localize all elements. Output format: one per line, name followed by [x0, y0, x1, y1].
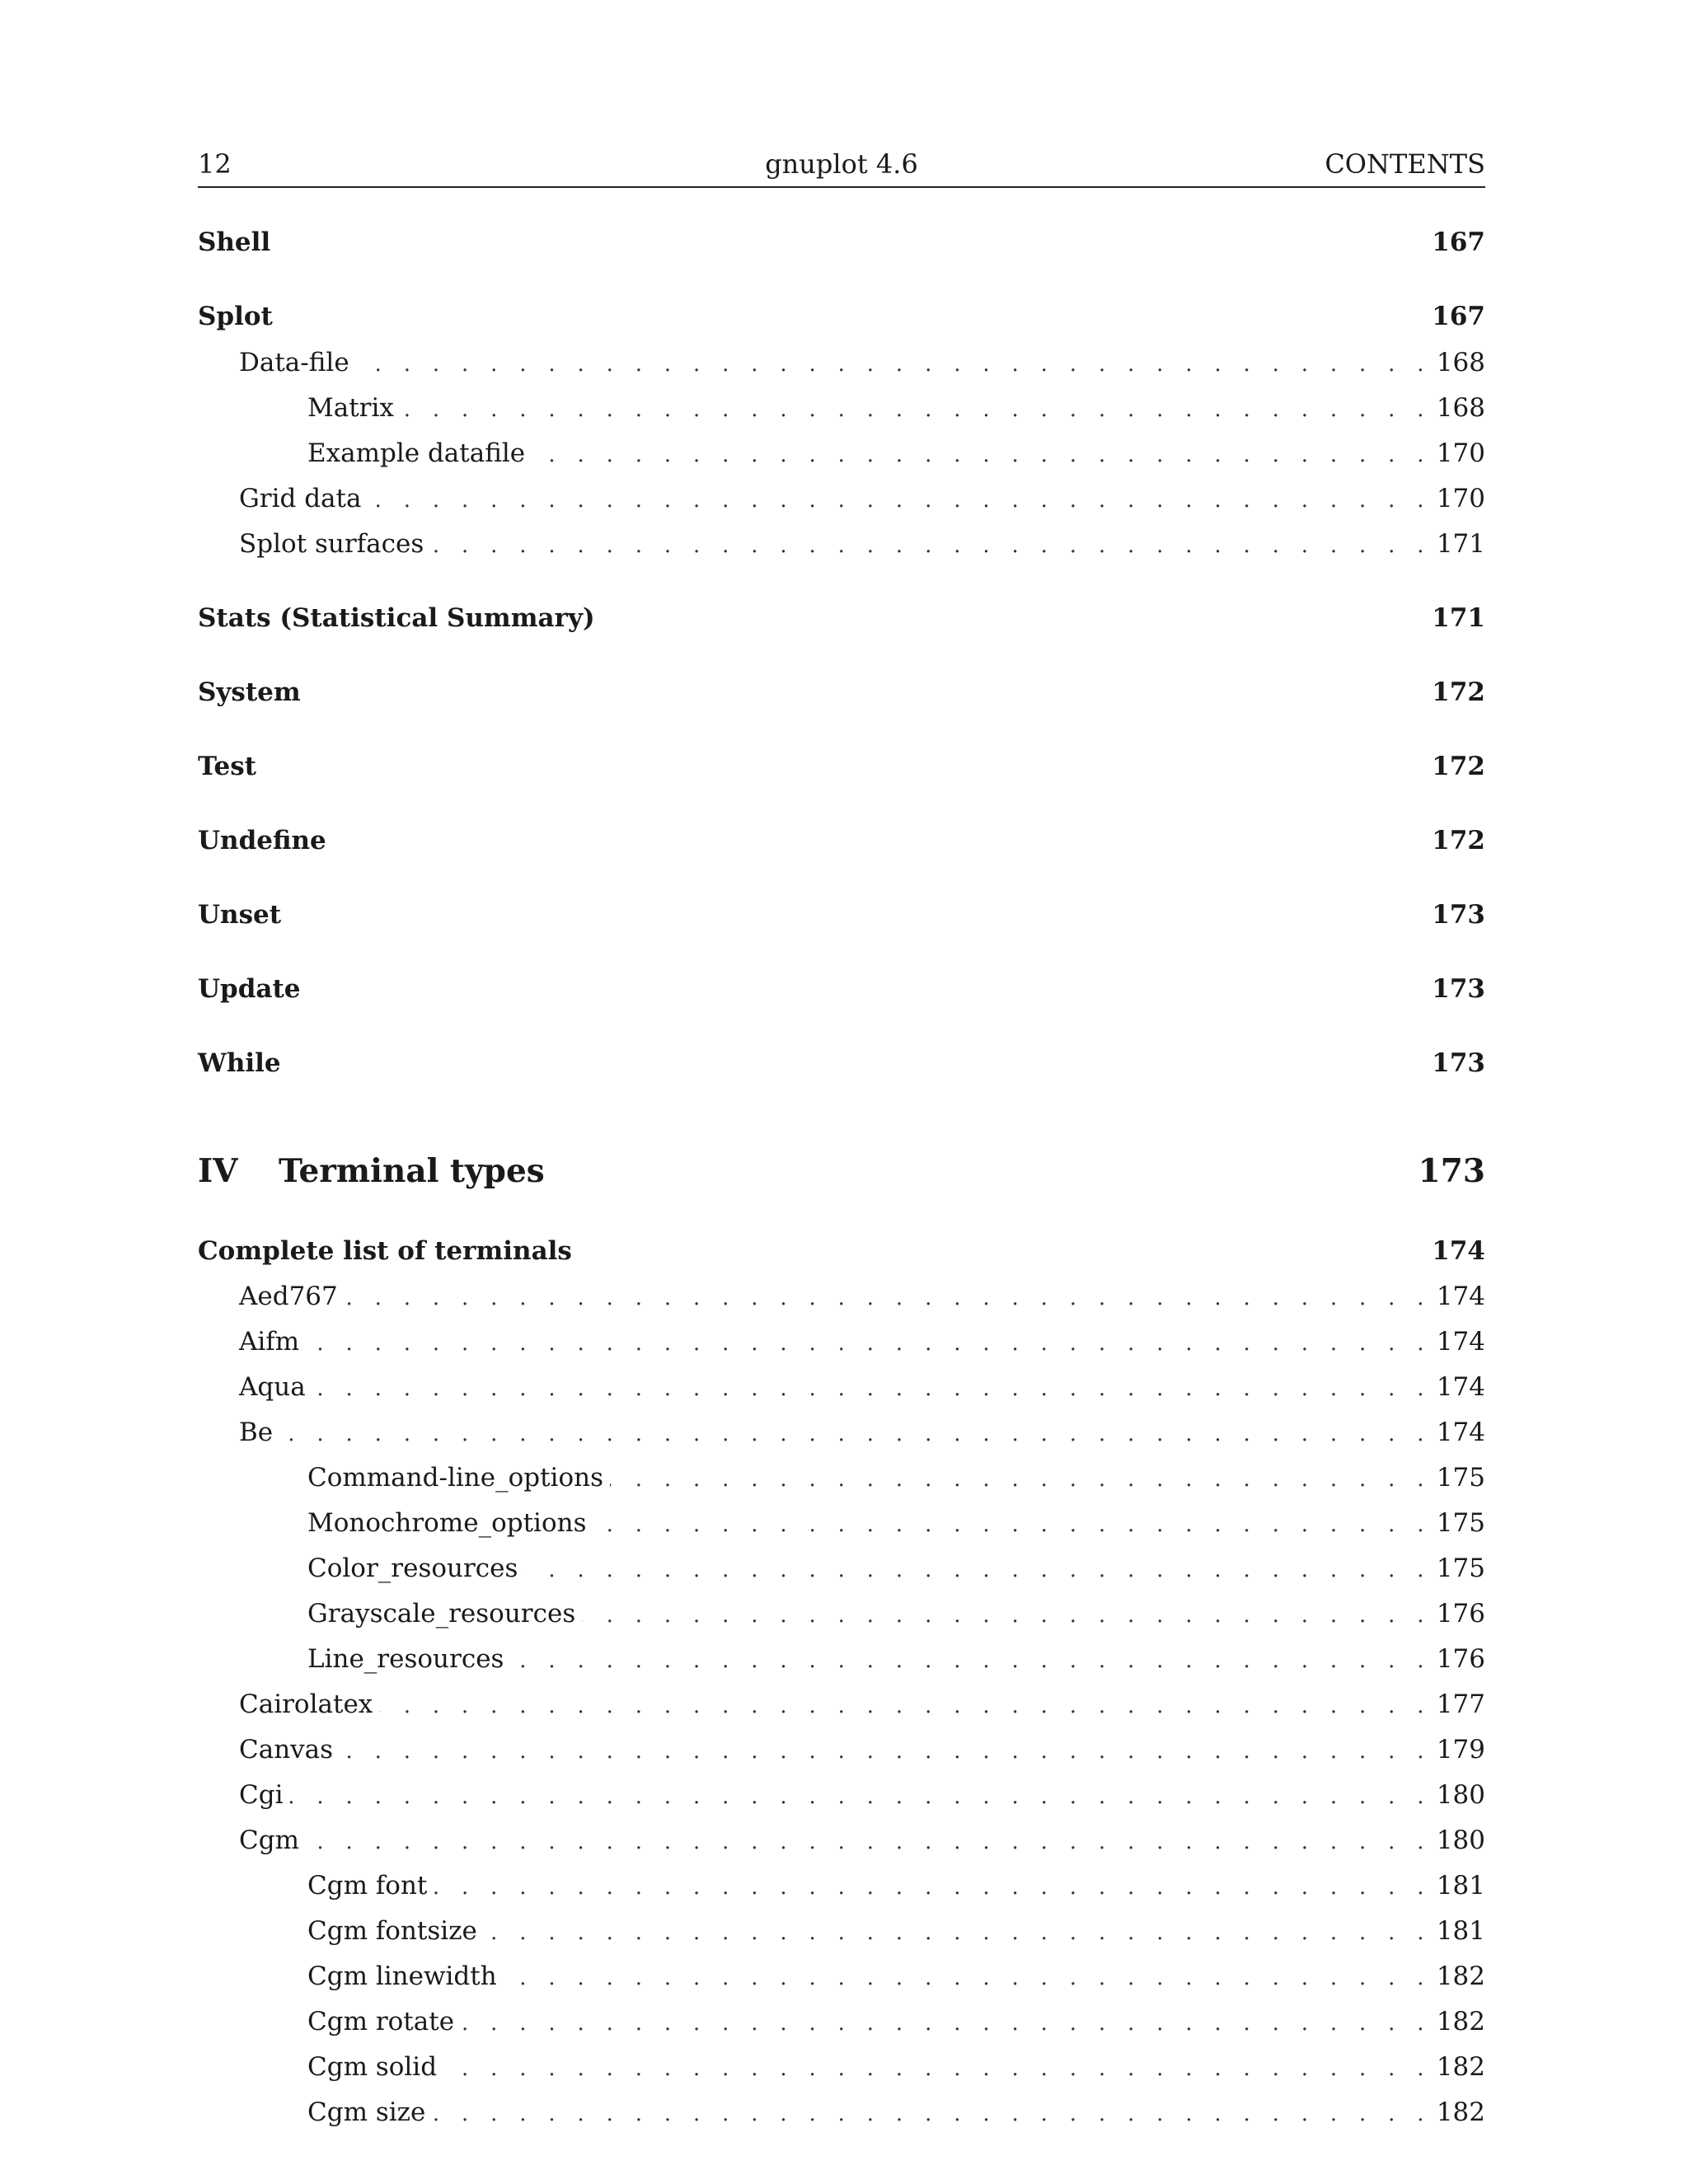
- toc-entry-page: 182: [1436, 1961, 1485, 1991]
- dot-leader: [510, 1648, 1431, 1673]
- toc-entry-grid-data[interactable]: [198, 484, 1485, 513]
- toc-entry-page: 173: [1432, 900, 1485, 930]
- toc-entry-page: 176: [1436, 1644, 1485, 1674]
- toc-part-label: Terminal types: [279, 1152, 545, 1190]
- page-header: [198, 148, 1485, 188]
- dot-leader: [356, 352, 1432, 377]
- toc-entry-update[interactable]: [198, 974, 1485, 1004]
- dot-leader: [443, 2056, 1432, 2081]
- toc-entry-unset[interactable]: [198, 900, 1485, 930]
- toc-entry-label: Undefine: [198, 826, 326, 855]
- toc-entry-aifm[interactable]: [198, 1327, 1485, 1357]
- toc-entry-label: Grid data: [239, 484, 362, 513]
- toc-entry-label: Splot surfaces: [239, 529, 424, 559]
- toc-entry-cgi[interactable]: [198, 1780, 1485, 1810]
- toc-entry-label: Line_resources: [307, 1644, 504, 1674]
- toc-entry-page: 174: [1436, 1282, 1485, 1311]
- toc-entry-page: 167: [1432, 227, 1485, 257]
- toc-entry-label: Aifm: [239, 1327, 300, 1357]
- toc-entry-label: Cgm rotate: [307, 2007, 455, 2036]
- toc-entry-page: 180: [1436, 1825, 1485, 1855]
- toc-entry-label: Cgm fontsize: [307, 1916, 477, 1946]
- toc-entry-page: 175: [1436, 1463, 1485, 1493]
- toc-entry-command-line-options[interactable]: [198, 1463, 1485, 1493]
- toc-entry-page: 172: [1432, 677, 1485, 707]
- toc-entry-label: System: [198, 677, 301, 707]
- toc-entry-system[interactable]: [198, 677, 1485, 707]
- toc-part-number: IV: [198, 1152, 238, 1190]
- toc-part-terminal-types[interactable]: [198, 1152, 1485, 1190]
- dot-leader: [368, 488, 1431, 513]
- toc-entry-label: Command-line_options: [307, 1463, 603, 1493]
- toc-entry-line-resources[interactable]: [198, 1644, 1485, 1674]
- toc-entry-matrix[interactable]: [198, 393, 1485, 423]
- dot-leader: [289, 1784, 1431, 1809]
- toc-entry-page: 172: [1432, 826, 1485, 855]
- toc-entry-test[interactable]: [198, 752, 1485, 781]
- toc-entry-page: 177: [1436, 1690, 1485, 1719]
- toc-entry-page: 168: [1436, 393, 1485, 423]
- toc-entry-shell[interactable]: [198, 227, 1485, 257]
- toc-entry-aqua[interactable]: [198, 1372, 1485, 1402]
- document-page: [198, 0, 1485, 2184]
- toc-entry-label: Unset: [198, 900, 282, 930]
- dot-leader: [379, 1694, 1432, 1718]
- dot-leader: [432, 2102, 1432, 2126]
- toc-entry-label: Cgm font: [307, 1871, 428, 1900]
- toc-entry-label: Stats (Statistical Summary): [198, 603, 595, 633]
- toc-entry-page: 168: [1436, 348, 1485, 377]
- dot-leader: [340, 1739, 1432, 1764]
- toc-entry-cgm-size[interactable]: [198, 2097, 1485, 2127]
- toc-entry-page: 167: [1432, 302, 1485, 331]
- toc-entry-be[interactable]: [198, 1418, 1485, 1447]
- toc-entry-stats[interactable]: [198, 603, 1485, 633]
- dot-leader: [306, 1331, 1432, 1356]
- toc-entry-label: Be: [239, 1418, 274, 1447]
- dot-leader: [524, 1558, 1431, 1582]
- toc-entry-label: Data-file: [239, 348, 349, 377]
- toc-entry-example-datafile[interactable]: [198, 438, 1485, 468]
- toc-entry-label: Matrix: [307, 393, 394, 423]
- dot-leader: [430, 533, 1432, 558]
- toc-entry-page: 172: [1432, 752, 1485, 781]
- header-page-number: 12: [198, 148, 232, 180]
- toc-entry-monochrome-options[interactable]: [198, 1508, 1485, 1538]
- toc-entry-page: 171: [1432, 603, 1485, 633]
- dot-leader: [532, 443, 1432, 467]
- toc-entry-label: Splot: [198, 302, 273, 331]
- toc-entry-canvas[interactable]: [198, 1735, 1485, 1765]
- toc-entry-page: 181: [1436, 1871, 1485, 1900]
- toc-entry-label: Canvas: [239, 1735, 334, 1765]
- toc-entry-page: 182: [1436, 2052, 1485, 2082]
- toc-entry-page: 175: [1436, 1554, 1485, 1583]
- toc-entry-page: 176: [1436, 1599, 1485, 1629]
- toc-entry-cgm-fontsize[interactable]: [198, 1916, 1485, 1946]
- toc-entry-page: 179: [1436, 1735, 1485, 1765]
- dot-leader: [504, 1966, 1432, 1990]
- header-title: gnuplot 4.6: [765, 148, 918, 180]
- dot-leader: [434, 1875, 1431, 1900]
- toc-entry-page: 173: [1432, 1048, 1485, 1078]
- toc-entry-label: Cgm size: [307, 2097, 426, 2127]
- toc-entry-page: 181: [1436, 1916, 1485, 1946]
- dot-leader: [279, 1422, 1432, 1446]
- toc-entry-label: Cgm linewidth: [307, 1961, 497, 1991]
- dot-leader: [593, 1512, 1432, 1537]
- toc-entry-label: Update: [198, 974, 301, 1004]
- toc-entry-cgm-font[interactable]: [198, 1871, 1485, 1900]
- dot-leader: [401, 397, 1432, 422]
- dot-leader: [610, 1467, 1432, 1492]
- dot-leader: [306, 1830, 1432, 1854]
- toc-entry-grayscale-resources[interactable]: [198, 1599, 1485, 1629]
- dot-leader: [345, 1286, 1432, 1310]
- toc-entry-label: Monochrome_options: [307, 1508, 587, 1538]
- toc-entry-label: Cgm solid: [307, 2052, 438, 2082]
- toc-entry-label: Aqua: [239, 1372, 306, 1402]
- toc-entry-cgm-rotate[interactable]: [198, 2007, 1485, 2036]
- toc-entry-page: 171: [1436, 529, 1485, 559]
- toc-entry-label: Aed767: [239, 1282, 338, 1311]
- toc-entry-label: Shell: [198, 227, 271, 257]
- toc-entry-splot[interactable]: [198, 302, 1485, 331]
- toc-entry-undefine[interactable]: [198, 826, 1485, 855]
- toc-entry-page: 173: [1418, 1152, 1485, 1190]
- toc-entry-cgm-solid[interactable]: [198, 2052, 1485, 2082]
- toc-entry-label: Complete list of terminals: [198, 1236, 572, 1266]
- toc-entry-cgm-linewidth[interactable]: [198, 1961, 1485, 1991]
- toc-entry-label: Cgi: [239, 1780, 284, 1810]
- header-section: CONTENTS: [1325, 148, 1485, 180]
- toc-entry-label: While: [198, 1048, 281, 1078]
- toc-entry-page: 174: [1436, 1327, 1485, 1357]
- toc-entry-page: 174: [1436, 1418, 1485, 1447]
- toc-entry-label: Example datafile: [307, 438, 526, 468]
- toc-entry-splot-surfaces[interactable]: [198, 529, 1485, 559]
- toc-entry-page: 174: [1432, 1236, 1485, 1266]
- dot-leader: [461, 2011, 1432, 2036]
- toc-entry-data-file[interactable]: [198, 348, 1485, 377]
- toc-entry-label: Test: [198, 752, 257, 781]
- toc-entry-label: Grayscale_resources: [307, 1599, 576, 1629]
- dot-leader: [484, 1920, 1432, 1945]
- toc-entry-while[interactable]: [198, 1048, 1485, 1078]
- toc-entry-label: Cairolatex: [239, 1690, 373, 1719]
- toc-entry-aed767[interactable]: [198, 1282, 1485, 1311]
- toc-entry-page: 170: [1436, 438, 1485, 468]
- toc-entry-page: 182: [1436, 2097, 1485, 2127]
- dot-leader: [312, 1376, 1432, 1401]
- toc-entry-cgm[interactable]: [198, 1825, 1485, 1855]
- toc-entry-complete-list[interactable]: [198, 1236, 1485, 1266]
- dot-leader: [582, 1603, 1432, 1628]
- toc-entry-page: 182: [1436, 2007, 1485, 2036]
- toc-entry-page: 170: [1436, 484, 1485, 513]
- toc-entry-page: 174: [1436, 1372, 1485, 1402]
- toc-entry-color-resources[interactable]: [198, 1554, 1485, 1583]
- toc-entry-cairolatex[interactable]: [198, 1690, 1485, 1719]
- toc-part-heading: [198, 1152, 551, 1190]
- toc-entry-label: Cgm: [239, 1825, 299, 1855]
- toc-entry-page: 175: [1436, 1508, 1485, 1538]
- toc-entry-label: Color_resources: [307, 1554, 518, 1583]
- toc-entry-page: 180: [1436, 1780, 1485, 1810]
- toc-entry-page: 173: [1432, 974, 1485, 1004]
